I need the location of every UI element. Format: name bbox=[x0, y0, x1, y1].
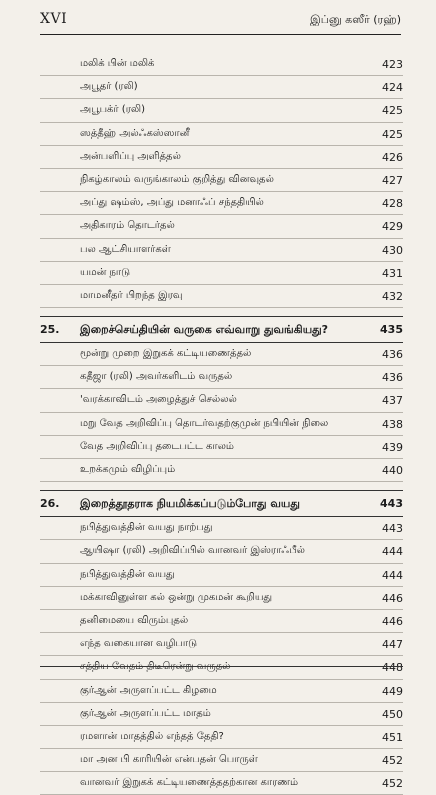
page-number: 425 bbox=[382, 104, 403, 118]
toc-section-row bbox=[40, 490, 403, 517]
page-number: 444 bbox=[382, 568, 403, 582]
toc-entry-row bbox=[40, 76, 403, 99]
toc-entry-row bbox=[40, 389, 403, 412]
entry-title: நிகழ்காலம் வருங்காலம் குறித்து வினவுதல் bbox=[80, 173, 274, 185]
toc-entry-row bbox=[40, 633, 403, 656]
entry-title: வானவர் இறுகக் கட்டியணைத்ததற்கான காரணம் bbox=[80, 777, 299, 789]
entry-title: உறக்கமும் விழிப்பும் bbox=[80, 464, 176, 475]
toc-entry-row bbox=[40, 53, 403, 76]
page-number: 424 bbox=[382, 81, 403, 95]
toc-entry-row bbox=[40, 459, 403, 482]
toc-entry-row bbox=[40, 169, 403, 192]
page-number: 438 bbox=[382, 417, 403, 431]
entry-title: அப்து ஷம்ஸ், அப்து மனாஃப் சந்ததியில் bbox=[80, 197, 264, 209]
entry-title: மூன்று முறை இறுகக் கட்டியணைத்தல் bbox=[80, 348, 252, 360]
toc-entry-row bbox=[40, 680, 403, 703]
section-number: 26. bbox=[40, 497, 60, 511]
toc-entry-row bbox=[40, 564, 403, 587]
page-number: 436 bbox=[382, 371, 403, 385]
table-of-contents bbox=[40, 53, 403, 795]
page-number: 437 bbox=[382, 394, 403, 408]
entry-title: குர்ஆன் அருளப்பட்ட மாதம் bbox=[80, 707, 211, 719]
page-number: 430 bbox=[382, 243, 403, 257]
toc-entry-row bbox=[40, 413, 403, 436]
entry-title: நபித்துவத்தின் வயது bbox=[80, 568, 175, 580]
page-number: 425 bbox=[382, 127, 403, 141]
section-title: இறைத்தூதராக நியமிக்கப்படும்போது வயது bbox=[80, 497, 300, 511]
entry-title: அபூபக்ர் (ரலி) bbox=[80, 104, 145, 116]
toc-entry-row bbox=[40, 587, 403, 610]
page-number: 429 bbox=[382, 220, 403, 234]
page-number: 452 bbox=[382, 777, 403, 791]
page-number: 440 bbox=[382, 464, 403, 477]
page-number-roman: XVI bbox=[40, 11, 68, 27]
page-number: 435 bbox=[380, 323, 403, 337]
entry-title: தனிமையை விரும்புதல் bbox=[80, 614, 189, 626]
entry-title: 'வரக்காவிடம் அழைத்துச் செல்லல் bbox=[80, 394, 237, 406]
section-title: இறைச்செய்தியின் வருகை எவ்வாறு துவங்கியது? bbox=[80, 323, 329, 337]
page-number: 448 bbox=[382, 661, 403, 675]
running-title: இப்னு கஸீர் (ரஹ்) bbox=[310, 13, 401, 26]
page-number: 428 bbox=[382, 197, 403, 211]
page-number: 450 bbox=[382, 707, 403, 721]
entry-title: அதிகாரம் தொடர்தல் bbox=[80, 220, 175, 232]
entry-title: ஸத்தீஹ் அல்ஃகஸ்ஸானீ bbox=[80, 127, 190, 139]
toc-entry-row bbox=[40, 146, 403, 169]
page-number: 431 bbox=[382, 266, 403, 280]
entry-title: கதீஜா (ரலி) அவர்களிடம் வருதல் bbox=[80, 371, 233, 383]
entry-title: வேத அறிவிப்பு தடைபட்ட காலம் bbox=[80, 440, 234, 452]
page-header bbox=[40, 10, 401, 35]
entry-title: குர்ஆன் அருளப்பட்ட கிழமை bbox=[80, 684, 217, 696]
toc-entry-row bbox=[40, 123, 403, 146]
toc-entry-row bbox=[40, 772, 403, 795]
entry-title: ஆயிஷா (ரலி) அறிவிப்பில் வானவர் இஸ்ராஃபீல் bbox=[80, 545, 305, 557]
toc-entry-row bbox=[40, 366, 403, 389]
page-number: 444 bbox=[382, 545, 403, 559]
page-number: 423 bbox=[382, 58, 403, 71]
page-number: 426 bbox=[382, 150, 403, 164]
page-number: 451 bbox=[382, 730, 403, 744]
entry-title: அன்பளிப்பு அளித்தல் bbox=[80, 150, 181, 162]
section-number: 25. bbox=[40, 323, 60, 337]
page-number: 452 bbox=[382, 754, 403, 768]
entry-title: மலிக் பின் மலிக் bbox=[80, 58, 155, 69]
entry-title: அபூதர் (ரலி) bbox=[80, 81, 138, 93]
entry-title: பல ஆட்சியாளர்கள் bbox=[80, 243, 171, 255]
entry-title: மாமனீதர் பிறந்த இரவு bbox=[80, 289, 183, 301]
toc-entry-row bbox=[40, 215, 403, 238]
page-number: 446 bbox=[382, 614, 403, 628]
entry-title: மக்காவினுள்ள கல் ஒன்று முகமன் கூறியது bbox=[80, 591, 273, 603]
toc-entry-row bbox=[40, 99, 403, 122]
toc-section-row bbox=[40, 316, 403, 343]
toc-entry-row bbox=[40, 703, 403, 726]
page-number: 449 bbox=[382, 684, 403, 698]
toc-entry-row bbox=[40, 540, 403, 563]
toc-entry-row bbox=[40, 285, 403, 308]
page-number: 436 bbox=[382, 348, 403, 362]
entry-title: மறு வேத அறிவிப்பு தொடர்வதற்குமுன் நபியின் நிலை bbox=[80, 417, 329, 429]
entry-title: நபித்துவத்தின் வயது நாற்பது bbox=[80, 522, 213, 534]
toc-entry-row bbox=[40, 610, 403, 633]
toc-entry-row bbox=[40, 343, 403, 366]
entry-title: எந்த வகையான வழிபாடு bbox=[80, 638, 198, 650]
toc-entry-row bbox=[40, 749, 403, 772]
toc-entry-row bbox=[40, 262, 403, 285]
bottom-rule bbox=[40, 666, 403, 667]
page-number: 443 bbox=[382, 522, 403, 536]
page-number: 447 bbox=[382, 638, 403, 652]
page-number: 432 bbox=[382, 289, 403, 303]
entry-title: ரமளான் மாதத்தில் எந்தத் தேதி? bbox=[80, 730, 224, 742]
page-number: 443 bbox=[380, 497, 403, 511]
toc-entry-row bbox=[40, 656, 403, 679]
toc-entry-row bbox=[40, 726, 403, 749]
toc-entry-row bbox=[40, 239, 403, 262]
toc-entry-row bbox=[40, 436, 403, 459]
page-number: 446 bbox=[382, 591, 403, 605]
toc-entry-row bbox=[40, 192, 403, 215]
page-number: 427 bbox=[382, 173, 403, 187]
toc-entry-row bbox=[40, 517, 403, 540]
page-number: 439 bbox=[382, 440, 403, 454]
entry-title: யமன் நாடு bbox=[80, 266, 131, 278]
entry-title: சத்திய வேதம் திடீரென்று வருதல் bbox=[80, 661, 231, 673]
entry-title: மா அன பி காரியின் என்பதன் பொருள் bbox=[80, 754, 258, 766]
